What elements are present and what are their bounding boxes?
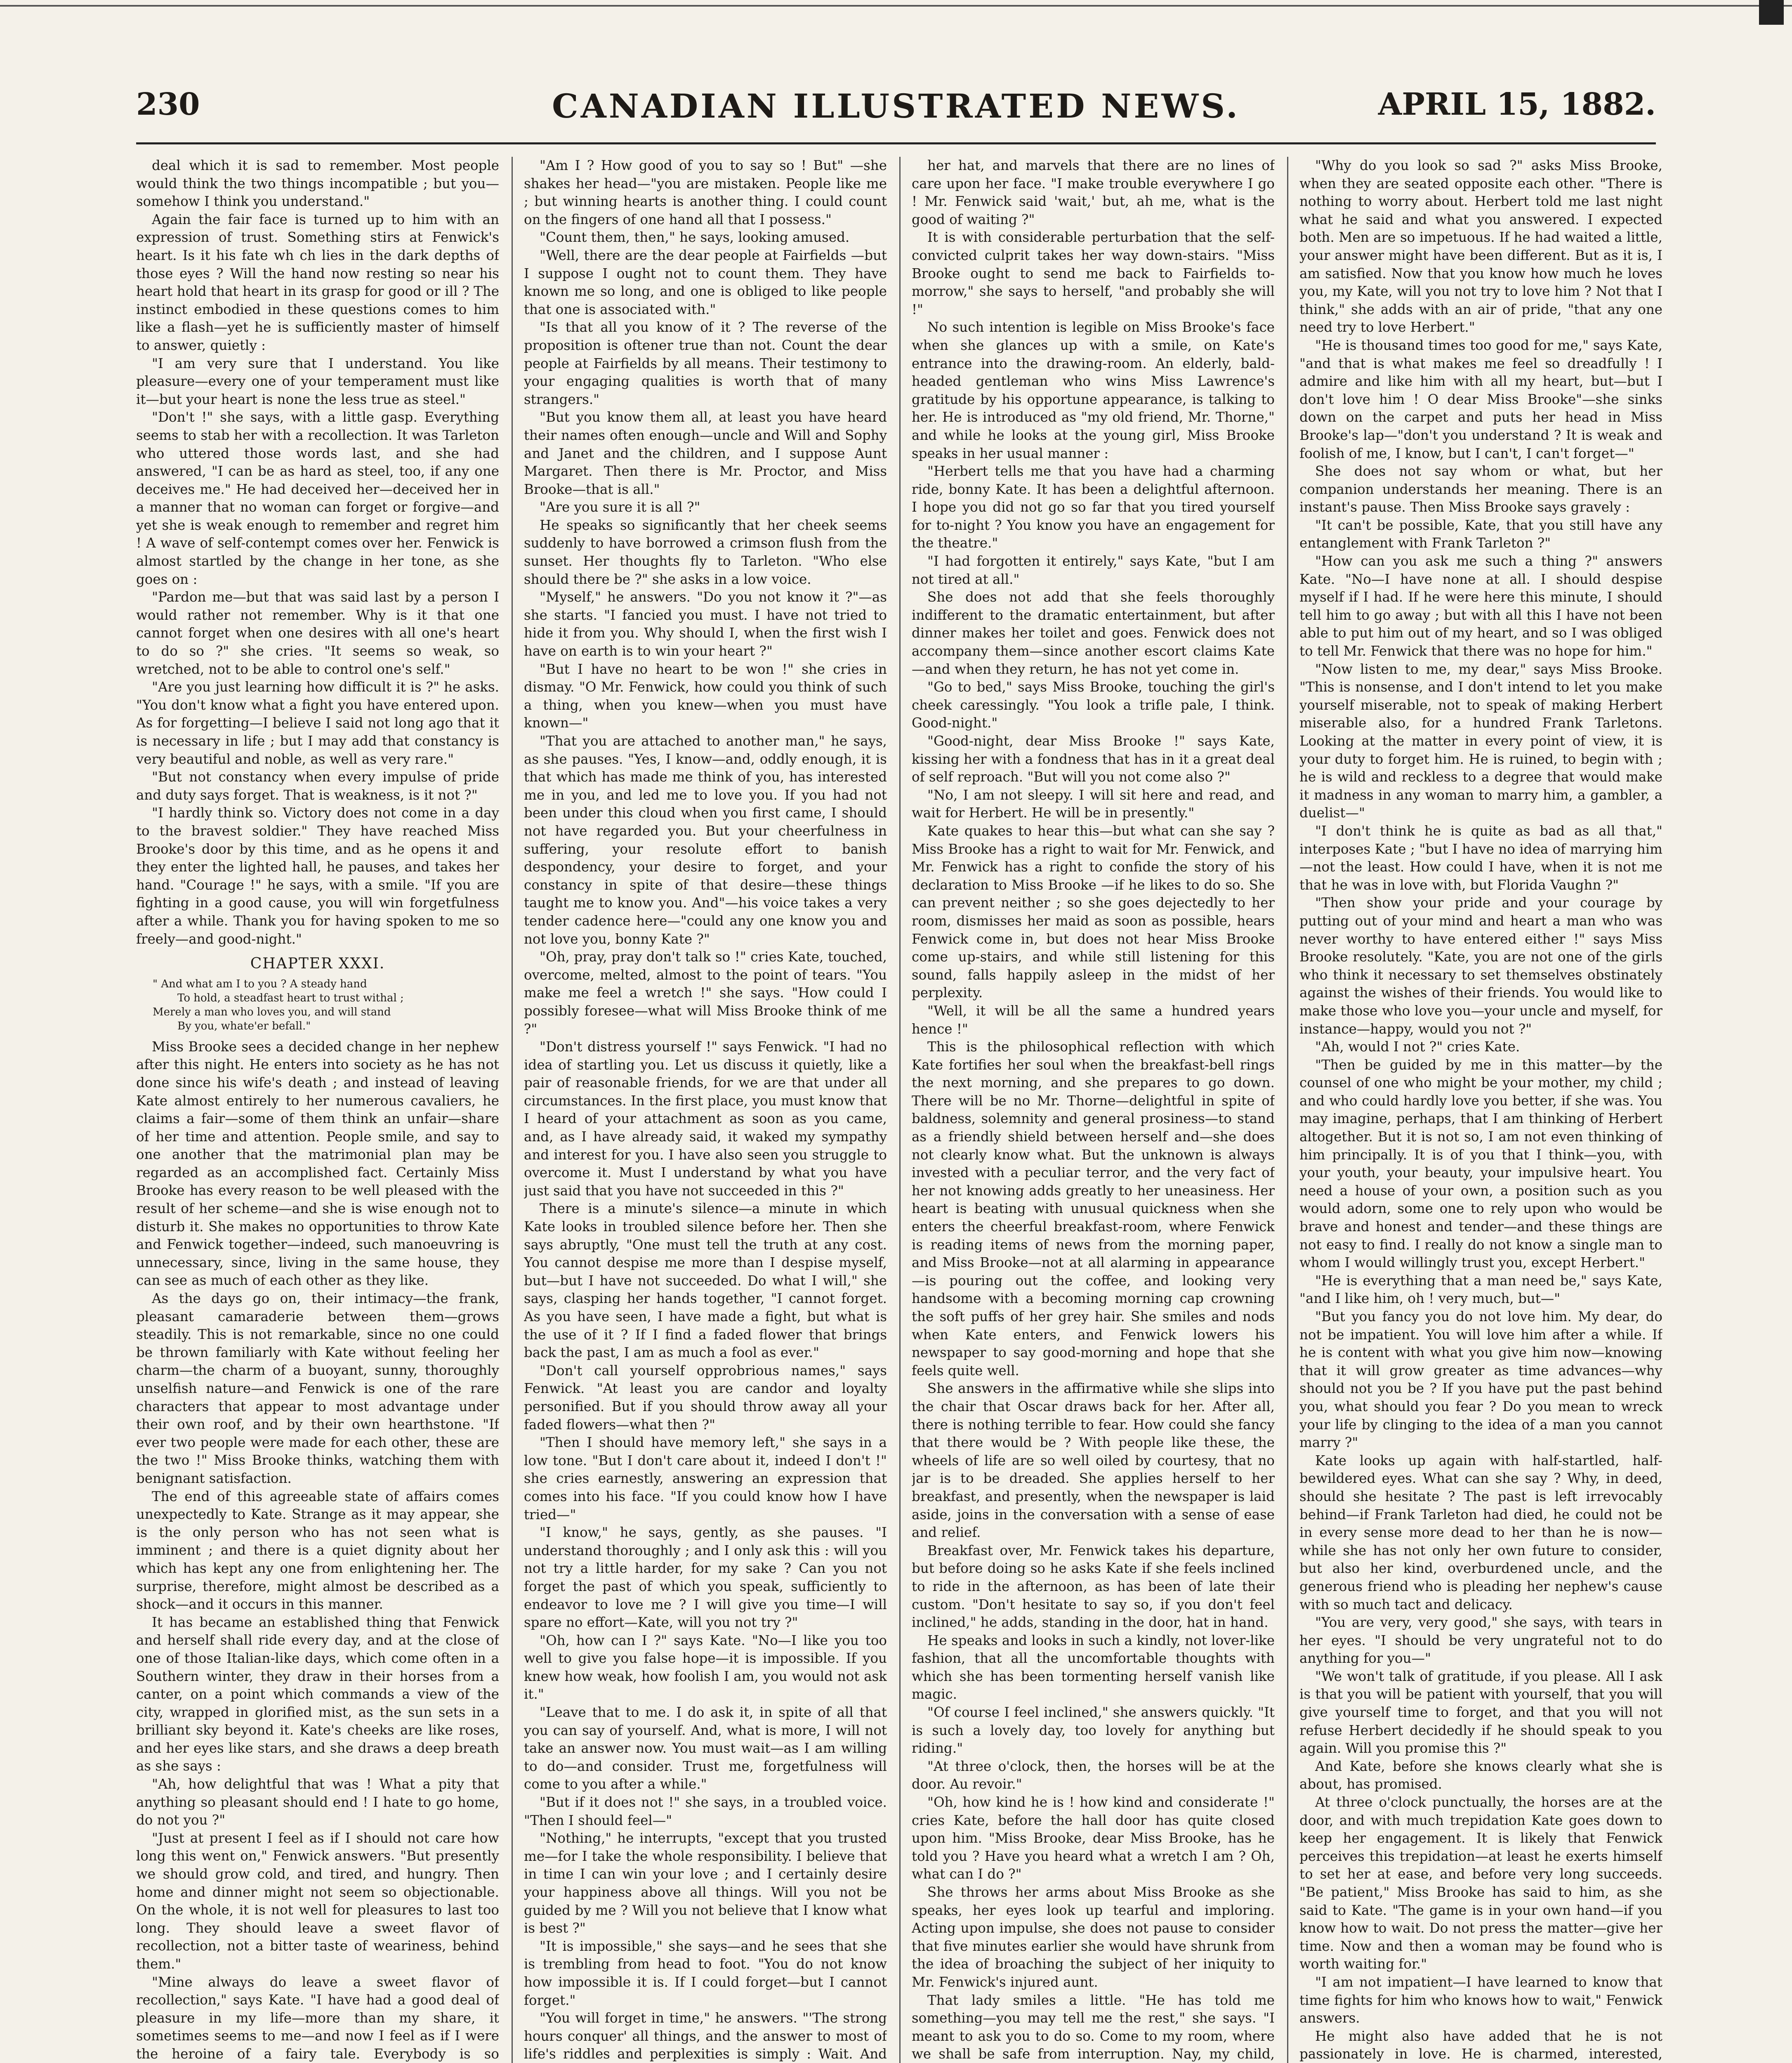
article-paragraph: "Then I should have memory left," she says in a low tone. "But I don't care about it, indeed I don't !" she cries earnestly, answering an expression that comes into his face. "If you could know how I have tried—" <box>524 1435 887 1522</box>
article-paragraph: As the days go on, their intimacy—the frank, pleasant camaraderie between them—grows steadily. This is not remarkable, since no one could be thrown familiarly with Kate without feeling her charm—the charm of a buoyant, sunny, thoroughly unselfish nature—and Fenwick is one of the rare characters that appear to most advantage under their own roof, and by their own hearthstone. "If ever two people were made for each other, these are the two !" Miss Brooke thinks, watching them with benignant satisfaction. <box>136 1291 499 1486</box>
article-paragraph: She answers in the affirmative while she slips into the chair that Oscar draws back for her. After all, there is nothing terrible to fear. How could she fancy that there would be ? With people like these, the wheels of life are so well oiled by courtesy, that no jar is to be dreaded. She applies herself to her breakfast, and presently, when the newspaper is laid aside, joins in the conversation with a sense of ease and relief. <box>912 1381 1275 1541</box>
article-paragraph: "How can you ask me such a thing ?" answers Kate. "No—I have none at all. I should despise myself if I had. If he were here this minute, I should tell him to go away ; but with all this I have not been able to put him out of my heart, and so I was obliged to tell Mr. Fenwick that there was no hope for him." <box>1299 553 1662 659</box>
article-paragraph: "Am I ? How good of you to say so ! But" —she shakes her head—"you are mistaken. People like me ; but winning hearts is another thing. I could count on the fingers of one hand all that I possess." <box>524 158 887 227</box>
article-paragraph: "Of course I feel inclined," she answers quickly. "It is such a lovely day, too lovely for anything but riding." <box>912 1704 1275 1756</box>
article-paragraph: He might also have added that he is not passionately in love. He is charmed, interested, <box>1299 2028 1662 2062</box>
issue-date: APRIL 15, 1882. <box>1378 87 1656 122</box>
article-paragraph: "Oh, how can I ?" says Kate. "No—I like you too well to give you false hope—it is impossible. If you knew how weak, how foolish I am, you would not ask it." <box>524 1632 887 1702</box>
article-paragraph: Kate looks up again with half-startled, half-bewildered eyes. What can she say ? Why, in deed, should she hesitate ? The past is left irrevocably behind—if Frank Tarleton had died, he could not be in every sense more dead to her than he is now—while she has not only her own future to consider, but also her kind, overburdened uncle, and the generous friend who is pleading her nephew's cause with so much tact and delicacy. <box>1299 1452 1662 1612</box>
article-paragraph: He speaks and looks in such a kindly, not lover-like fashion, that all the uncomfortable thoughts with which she has been tormenting herself vanish like magic. <box>912 1632 1275 1702</box>
article-paragraph: "Go to bed," says Miss Brooke, touching the girl's cheek caressingly. "You look a trifle pale, I think. Good-night." <box>912 679 1275 731</box>
article-paragraph: "Are you just learning how difficult it is ?" he asks. "You don't know what a fight you have entered upon. As for forgetting—I believe I said not long ago that it is necessary in life ; but I may add that constancy is very beautiful and noble, as well as very rare." <box>136 679 499 767</box>
article-paragraph: deal which it is sad to remember. Most people would think the two things incompatible ; but you—somehow I think you understand." <box>136 158 499 210</box>
motto-line: " And what am I to you ? A steady hand <box>153 977 367 990</box>
motto-line: By you, whate'er befall." <box>177 1020 311 1032</box>
article-paragraph: "I know," he says, gently, as she pauses. "I understand thoroughly ; and I only ask this : will you not try a little harder, for my sake ? Can you not forget the past of which you speak, sufficiently to endeavor to love me ? I will give you time—I will spare no effort—Kate, will you not try ?" <box>524 1525 887 1631</box>
motto-line: Merely a man who loves you, and will stand <box>153 1006 391 1018</box>
article-paragraph: "You are very, very good," she says, with tears in her eyes. "I should be very ungrateful not to do anything for you—" <box>1299 1615 1662 1666</box>
article-paragraph: "Herbert tells me that you have had a charming ride, bonny Kate. It has been a delightful afternoon. I hope you did not go so far that you tired yourself for to-night ? You know you have an engagement for the theatre." <box>912 463 1275 551</box>
article-paragraph: It has became an established thing that Fenwick and herself shall ride every day, and at the close of one of those Italian-like days, which come often in a Southern winter, they draw in their horses from a canter, on a point which commands a view of the city, wrapped in glorified mist, as the sun sets in a brilliant sky beyond it. Kate's cheeks are like roses, and her eyes like stars, and she draws a deep breath as she says : <box>136 1614 499 1774</box>
article-paragraph: She throws her arms about Miss Brooke as she speaks, her eyes look up tearful and imploring. Acting upon impulse, she does not pause to consider that five minutes earlier she would have shrunk from the idea of broaching the subject of her iniquity to Mr. Fenwick's injured aunt. <box>912 1884 1275 1990</box>
page-number: 230 <box>136 87 200 122</box>
article-paragraph: "Don't !" she says, with a little gasp. Everything seems to stab her with a recollection. It was Tarleton who uttered those words last, and she had answered, "I can be as hard as steel, too, if any one deceives me." He had deceived her—deceived her in a manner that no woman can forget or forgive—and yet she is weak enough to remember and regret him ! A wave of self-contempt comes over her. Fenwick is almost startled by the change in her tone, as she goes on : <box>136 409 499 587</box>
article-paragraph: Again the fair face is turned up to him with an expression of trust. Something stirs at Fenwick's heart. Is it his fate wh ch lies in the dark depths of those eyes ? Will the hand now resting so near his heart hold that heart in its grasp for good or ill ? The instinct embodied in these questions comes to him like a flash—yet he is sufficiently master of himself to answer, quietly : <box>136 211 499 353</box>
column-1 <box>136 157 499 2063</box>
article-paragraph: "I had forgotten it entirely," says Kate, "but I am not tired at all." <box>912 553 1275 587</box>
article-paragraph: She does not add that she feels thoroughly indifferent to the dramatic entertainment, but after dinner makes her toilet and goes. Fenwick does not accompany them—since another escort claims Kate—and when they return, he has not yet come in. <box>912 589 1275 677</box>
column-2 <box>524 157 887 2063</box>
article-paragraph: "Why do you look so sad ?" asks Miss Brooke, when they are seated opposite each other. "There is nothing to worry about. Herbert told me last night what he said and what you answered. I expected both. Men are so impetuous. If he had waited a little, your answer might have been different. But as it is, I am satisfied. Now that you know how much he loves you, my Kate, will you not try to love him ? Not that I think," she adds with an air of pride, "that any one need try to love Herbert." <box>1299 158 1662 335</box>
column-4 <box>1299 157 1662 2063</box>
article-paragraph: "Mine always do leave a sweet flavor of recollection," says Kate. "I have had a good deal of pleasure in my life—more than my share, it sometimes seems to me—and now I feel as if I were the heroine of a fairy tale. Everybody is so <box>136 1974 499 2062</box>
article-paragraph: It is with considerable perturbation that the self-convicted culprit takes her way down-stairs. "Miss Brooke ought to send me back to Fairfields to-morrow," she says to herself, "and probably she will !" <box>912 229 1275 317</box>
article-paragraph: "Oh, how kind he is ! how kind and considerate !" cries Kate, before the hall door has quite closed upon him. "Miss Brooke, dear Miss Brooke, has he told you ? Have you heard what a wretch I am ? Oh, what can I do ?" <box>912 1794 1275 1882</box>
article-paragraph: "But not constancy when every impulse of pride and duty says forget. That is weakness, is it not ?" <box>136 769 499 803</box>
article-paragraph: "Good-night, dear Miss Brooke !" says Kate, kissing her with a fondness that has in it a great deal of self reproach. "But will you not come also ?" <box>912 733 1275 785</box>
article-paragraph: "But you know them all, at least you have heard their names often enough—uncle and Will and Sophy and Janet and the children, and I suppose Aunt Margaret. Then there is Mr. Proctor, and Miss Brooke—that is all." <box>524 409 887 497</box>
article-paragraph: "Myself," he answers. "Do you not know it ?"—as she starts. "I fancied you must. I have not tried to hide it from you. Why should I, when the first wish I have on earth is to win your heart ?" <box>524 589 887 659</box>
article-paragraph: "Are you sure it is all ?" <box>540 499 700 515</box>
article-paragraph: "Well, there are the dear people at Fairfields —but I suppose I ought not to count them. They have known me so long, and one is obliged to like people that one is associated with." <box>524 247 887 317</box>
article-paragraph: "But if it does not !" she says, in a troubled voice. "Then I should feel—" <box>524 1794 887 1828</box>
article-paragraph: "But I have no heart to be won !" she cries in dismay. "O Mr. Fenwick, how could you think of such a thing, when you knew—when you must have known—" <box>524 661 887 731</box>
article-paragraph: "He is everything that a man need be," says Kate, "and I like him, oh ! very much, but—" <box>1299 1272 1662 1307</box>
article-paragraph: "He is thousand times too good for me," says Kate, "and that is what makes me feel so dreadfully ! I admire and like him with all my heart, but—but I don't love him ! O dear Miss Brooke"—she sinks down on the carpet and puts her head in Miss Brooke's lap—"don't you understand ? It is weak and foolish of me, I know, but I can't, I can't forget—" <box>1299 337 1662 461</box>
article-paragraph: "Then be guided by me in this matter—by the counsel of one who might be your mother, my child ; and who could hardly love you better, if she was. You may imagine, perhaps, that I am thinking of Herbert altogether. But it is not so, I am not even thinking of him principally. It is of you that I think—you, with your youth, your beauty, your impulsive heart. You need a house of your own, a position such as you would adorn, some one to rely upon who would be brave and honest and tender—and these things are not easy to find. I really do not know a single man to whom I would willingly trust you, except Herbert." <box>1299 1057 1662 1271</box>
article-paragraph: That lady smiles a little. "He has told me something—you may tell me the rest," she says. "I meant to ask you to do so. Come to my room, where we shall be safe from interruption. Nay, my child, <box>912 1992 1275 2062</box>
article-paragraph: This is the philosophical reflection with which Kate fortifies her soul when the breakfast-bell rings the next morning, and she prepares to go down. There will be no Mr. Thorne—delightful in spite of baldness, solemnity and general prosiness—to stand as a friendly shield between herself and—she does not clearly know what. But the unknown is always invested with a peculiar terror, and the very fact of her not knowing adds greatly to her uneasiness. Her heart is beating with unusual quickness when she enters the cheerful breakfast-room, where Fenwick is reading items of news from the morning paper, and Miss Brooke—not at all alarming in appearance—is pouring out the coffee, and looking very handsome with a becoming morning cap crowning the soft puffs of her grey hair. She smiles and nods when Kate enters, and Fenwick lowers his newspaper to say good-morning and hope that she feels quite well. <box>912 1039 1275 1378</box>
article-paragraph: "Oh, pray, pray don't talk so !" cries Kate, touched, overcome, melted, almost to the point of tears. "You make me feel a wretch !" she says. "How could I possibly foresee—what will Miss Brooke think of me ?" <box>524 949 887 1037</box>
article-paragraph: "It can't be possible, Kate, that you still have any entanglement with Frank Tarleton ?" <box>1299 517 1662 551</box>
article-paragraph: "We won't talk of gratitude, if you please. All I ask is that you will be patient with yourself, that you will give yourself time to forget, and that you will not refuse Herbert decidedly if he should speak to you again. Will you promise this ?" <box>1299 1668 1662 1756</box>
motto-line: To hold, a steadfast heart to trust withal ; <box>177 991 404 1004</box>
article-paragraph: "Just at present I feel as if I should not care how long this went on," Fenwick answers. "But presently we should grow cold, and tired, and hungry. Then home and dinner might not seem so objectionable. On the whole, it is not well for pleasures to last too long. They should leave a sweet flavor of recollection, not a bitter taste of weariness, behind them." <box>136 1830 499 1972</box>
article-paragraph: Kate quakes to hear this—but what can she say ? Miss Brooke has a right to wait for Mr. Fenwick, and Mr. Fenwick has a right to confide the story of his declaration to Miss Brooke —if he likes to do so. She can prevent neither ; so she goes dejectedly to her room, dismisses her maid as soon as possible, hears Fenwick come in, but does not hear Miss Brooke come up-stairs, and while still listening for this sound, falls happily asleep in the midst of her perplexity. <box>912 823 1275 1001</box>
article-paragraph: And Kate, before she knows clearly what she is about, has promised. <box>1299 1758 1662 1792</box>
article-paragraph: "That you are attached to another man," he says, as she pauses. "Yes, I know—and, oddly enough, it is that which has made me think of you, has interested me in you, and led me to love you. If you had not been under this cloud when you first came, I should not have regarded you. But your cheerfulness in suffering, your resolute effort to banish despondency, your desire to forget, and your constancy in spite of that desire—these things taught me to know you. And"—his voice takes a very tender cadence here—"could any one know you and not love you, bonny Kate ?" <box>524 733 887 947</box>
article-paragraph: He speaks so significantly that her cheek seems suddenly to have borrowed a crimson flush from the sunset. Her thoughts fly to Tarleton. "Who else should there be ?" she asks in a low voice. <box>524 517 887 587</box>
article-paragraph: "But you fancy you do not love him. My dear, do not be impatient. You will love him after a while. If he is content with what you give him now—knowing that it will grow greater as time advances—why should not you be ? If you have put the past behind you, what should you fear ? Do you mean to wreck your life by clinging to the idea of a man you cannot marry ?" <box>1299 1309 1662 1451</box>
article-paragraph: She does not say whom or what, but her companion understands her meaning. There is an instant's pause. Then Miss Brooke says gravely : <box>1299 463 1662 515</box>
article-paragraph: At three o'clock punctually, the horses are at the door, and with much trepidation Kate goes down to keep her engagement. It is likely that Fenwick perceives this trepidation—at least he exerts himself to set her at ease, and before very long succeeds. "Be patient," Miss Brooke has said to him, as she said to Kate. "The game is in your own hand—if you know how to wait. Do not press the matter—give her time. Now and then a woman may be found who is worth waiting for." <box>1299 1794 1662 1972</box>
newspaper-title: CANADIAN ILLUSTRATED NEWS. <box>552 87 1240 125</box>
chapter-heading: CHAPTER XXXI. <box>250 955 385 972</box>
article-paragraph: "Then show your pride and your courage by putting out of your mind and heart a man who was never worthy to have entered either !" says Miss Brooke resolutely. "Kate, you are not one of the girls who think it necessary to set themselves obstinately against the wishes of their friends. You would like to make those who love you—your uncle and myself, for instance—happy, would you not ?" <box>1299 895 1662 1037</box>
article-paragraph: "I am not impatient—I have learned to know that time fights for him who knows how to wait," Fenwick answers. <box>1299 1974 1662 2026</box>
article-paragraph: "Now listen to me, my dear," says Miss Brooke. "This is nonsense, and I don't intend to let you make yourself miserable, not to speak of making Herbert miserable also, for a hundred Frank Tarletons. Looking at the matter in every point of view, it is your duty to forget him. He is ruined, to begin with ; he is wild and reckless to a degree that would make it madness in any woman to marry him, a gambler, a duelist—" <box>1299 661 1662 821</box>
article-paragraph: Breakfast over, Mr. Fenwick takes his departure, but before doing so he asks Kate if she feels inclined to ride in the afternoon, as has been of late their custom. "Don't hesitate to say so, if you don't feel inclined," he adds, standing in the door, hat in hand. <box>912 1542 1275 1631</box>
article-paragraph: her hat, and marvels that there are no lines of care upon her face. "I make trouble everywhere I go ! Mr. Fenwick said 'wait,' but, ah me, what is the good of waiting ?" <box>912 158 1275 227</box>
article-paragraph: "I hardly think so. Victory does not come in a day to the bravest soldier." They have reached Miss Brooke's door by this time, and as he opens it and they enter the lighted hall, he pauses, and takes her hand. "Courage !" he says, with a smile. "If you are fighting in a good cause, you will win forgetfulness after a while. Thank you for having spoken to me so freely—and good-night." <box>136 805 499 947</box>
article-paragraph: "I don't think he is quite as bad as all that," interposes Kate ; "but I have no idea of marrying him—not the least. How could I have, when it is not me that he was in love with, but Florida Vaughn ?" <box>1299 823 1662 893</box>
article-paragraph: No such intention is legible on Miss Brooke's face when she glances up with a smile, on Kate's entrance into the drawing-room. An elderly, bald-headed gentleman who wins Miss Lawrence's gratitude by his opportune appearance, is talking to her. He is introduced as "my old friend, Mr. Thorne," and while he looks at the young girl, Miss Brooke speaks in her usual manner : <box>912 319 1275 461</box>
column-divider <box>512 157 513 2063</box>
article-paragraph: "Is that all you know of it ? The reverse of the proposition is oftener true than not. Count the dear people at Fairfields by all means. Their testimony to your engaging qualities is worth that of many strangers." <box>524 319 887 407</box>
article-paragraph: "Ah, how delightful that was ! What a pity that anything so pleasant should end ! I hate to go home, do not you ?" <box>136 1776 499 1828</box>
article-paragraph: "Pardon me—but that was said last by a person I would rather not remember. Why is it that one cannot forget when one desires with all one's heart to do so ?" she cries. "It seems so weak, so wretched, not to be able to control one's self." <box>136 589 499 677</box>
article-paragraph: "It is impossible," she says—and he sees that she is trembling from head to foot. "You do not know how impossible it is. If I could forget—but I cannot forget." <box>524 1938 887 2008</box>
article-paragraph: The end of this agreeable state of affairs comes unexpectedly to Kate. Strange as it may appear, she is the only person who has not seen what is imminent ; and there is a quiet dignity about her which has kept any one from enlightening her. The surprise, therefore, might almost be described as a shock—and it occurs in this manner. <box>136 1488 499 1612</box>
chapter-motto <box>153 977 483 1033</box>
article-paragraph: "I am very sure that I understand. You like pleasure—every one of your temperament must like it—but your heart is none the less true as steel." <box>136 355 499 407</box>
article-paragraph: "Well, it will be all the same a hundred years hence !" <box>912 1003 1275 1037</box>
top-border-line <box>0 5 1792 7</box>
article-columns <box>136 157 1662 2063</box>
column-3 <box>912 157 1275 2063</box>
masthead-rule <box>136 142 1656 144</box>
article-paragraph: There is a minute's silence—a minute in which Kate looks in troubled silence before her. Then she says abruptly, "One must tell the truth at any cost. You cannot despise me more than I despise myself, but—but I have not succeeded. Do what I will," she says, clasping her hands together, "I cannot forget. As you have seen, I have made a fight, but what is the use of it ? If I find a faded flower that brings back the past, I am as much a fool as ever." <box>524 1201 887 1361</box>
column-divider <box>899 157 901 2063</box>
article-paragraph: "Nothing," he interrupts, "except that you trusted me—for I take the whole responsibility. I believe that in time I can win your love ; and I certainly desire your happiness above all things. Will you not be guided by me ? Will you not believe that I know what is best ?" <box>524 1830 887 1936</box>
article-paragraph: Miss Brooke sees a decided change in her nephew after this night. He enters into society as he has not done since his wife's death ; and instead of leaving Kate almost entirely to her numerous cavaliers, he claims a fair—some of them think an unfair—share of her time and attention. People smile, and say to one another that the matrimonial plan may be regarded as an accomplished fact. Certainly Miss Brooke has every reason to be well pleased with the result of her scheme—and she is wise enough not to disturb it. She makes no opportunities to throw Kate and Fenwick together—indeed, such manoeuvring is unnecessary, since, living in the same house, they can see as much of each other as they like. <box>136 1039 499 1289</box>
article-paragraph: "At three o'clock, then, the horses will be at the door. Au revoir." <box>912 1758 1275 1792</box>
masthead <box>136 87 1656 136</box>
column-divider <box>1287 157 1288 2063</box>
article-paragraph: "Don't call yourself opprobrious names," says Fenwick. "At least you are candor and loyalty personified. But if you should throw away all your faded flowers—what then ?" <box>524 1362 887 1433</box>
article-paragraph: "Ah, would I not ?" cries Kate. <box>1315 1039 1520 1055</box>
article-paragraph: "You will forget in time," he answers. "'The strong hours conquer' all things, and the answer to most of life's riddles and perplexities is simply : Wait. And <box>524 2010 887 2062</box>
article-paragraph: "Leave that to me. I do ask it, in spite of all that you can say of yourself. And, what is more, I will not take an answer now. You must wait—as I am willing to do—and consider. Trust me, forgetfulness will come to you after a while." <box>524 1704 887 1792</box>
corner-mark <box>1759 0 1784 25</box>
article-paragraph: "No, I am not sleepy. I will sit here and read, and wait for Herbert. He will be in presently." <box>912 787 1275 821</box>
article-paragraph: "Count them, then," he says, looking amused. <box>540 229 850 245</box>
article-paragraph: "Don't distress yourself !" says Fenwick. "I had no idea of startling you. Let us discuss it quietly, like a pair of reasonable friends, for we are that under all circumstances. In the first place, you must know that I heard of your attachment as soon as you came, and, as I have already said, it waked my sympathy and interest for you. I have also seen you struggle to overcome it. Must I understand by what you have just said that you have not succeeded in this ?" <box>524 1039 887 1199</box>
